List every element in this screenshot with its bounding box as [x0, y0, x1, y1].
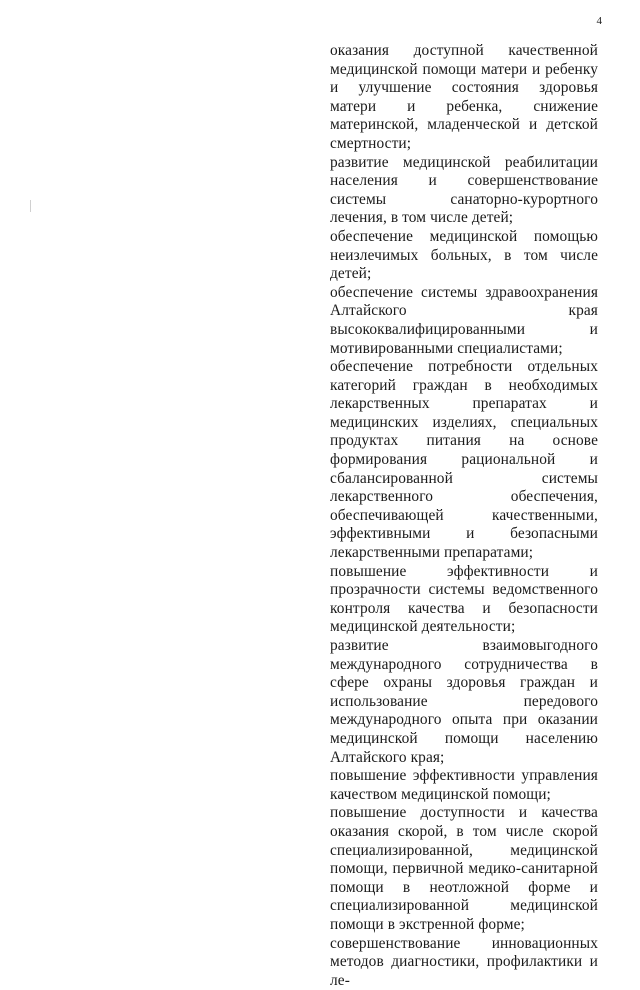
paragraph-medical-rehabilitation: развитие медицинской реабилитации населения и совершенствование системы санаторно-курортного лечения, в том числе детей; — [330, 154, 598, 228]
paragraph-quality-management: повышение эффективности управления качеством медицинской помощи; — [330, 767, 598, 804]
page-number: 4 — [597, 14, 603, 28]
scan-margin-mark — [30, 200, 31, 212]
paragraph-innovative-methods: совершенствование инновационных методов диагностики, профилактики и ле- — [330, 935, 598, 990]
paragraph-maternal-child-care: оказания доступной качественной медицинской помощи матери и ребенку и улучшение состояния здоровья матери и ребенка, снижение материнской, младенческой и детской смертности; — [330, 42, 598, 154]
paragraph-emergency-care: повышение доступности и качества оказания скорой, в том числе скорой специализированной, медицинской помощи, первичной медико-санитарной помощи в неотложной форме и специализированной медицинской помощи в экстренной форме; — [330, 804, 598, 934]
text-column — [330, 42, 598, 990]
paragraph-palliative-care: обеспечение медицинской помощью неизлечимых больных, в том числе детей; — [330, 228, 598, 284]
paragraph-qualified-specialists: обеспечение системы здравоохранения Алтайского края высококвалифицированными и мотивированными специалистами; — [330, 284, 598, 358]
paragraph-international-cooperation: развитие взаимовыгодного международного сотрудничества в сфере охраны здоровья граждан и использование передового международного опыта при оказании медицинской помощи населению Алтайского края; — [330, 637, 598, 767]
paragraph-drug-provision: обеспечение потребности отдельных категорий граждан в необходимых лекарственных препаратах и медицинских изделиях, специальных продуктах питания на основе формирования рациональной и сбалансированной системы лекарственного обеспечения, обеспечивающей качественными, эффективными и безопасными лекарственными препаратами; — [330, 358, 598, 563]
paragraph-quality-control: повышение эффективности и прозрачности системы ведомственного контроля качества и безопасности медицинской деятельности; — [330, 563, 598, 637]
